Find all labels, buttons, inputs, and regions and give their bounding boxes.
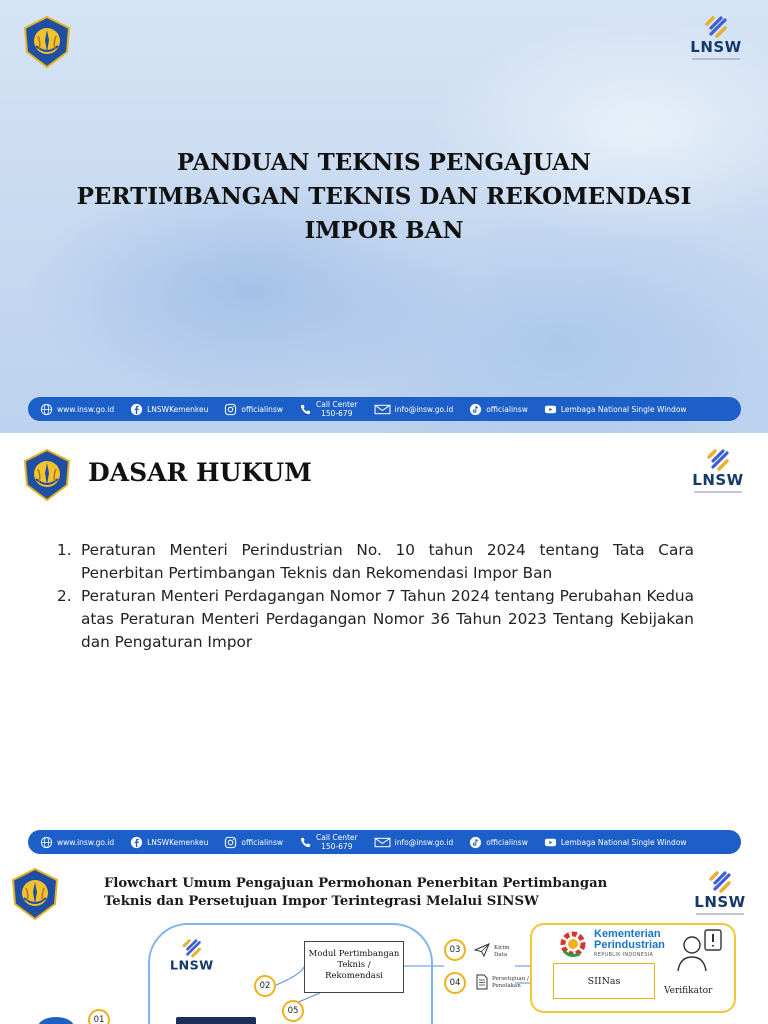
kemenperin-name-line-2: Perindustrian <box>594 939 665 951</box>
lnsw-mark-icon <box>703 16 729 38</box>
step-02: 02 <box>254 975 276 997</box>
step-04-label <box>492 976 529 990</box>
legal-basis-slide <box>0 433 768 863</box>
module-line-1: Modul Pertimbangan <box>308 949 400 959</box>
step-03: 03 <box>444 939 466 961</box>
step-04-label-line-2: Penolakan <box>492 983 521 989</box>
call-center-label: Call Center <box>315 400 358 409</box>
facebook-icon <box>130 836 143 849</box>
module-box[interactable] <box>304 941 404 993</box>
mail-icon <box>374 836 391 849</box>
youtube-link[interactable] <box>544 836 687 849</box>
kemenperin-name <box>594 929 665 951</box>
instagram-link[interactable] <box>224 403 283 416</box>
flowchart-title-line-1: Flowchart Umum Pengajuan Permohonan Penerbitan Pertimbangan <box>104 876 608 891</box>
website-text: www.insw.go.id <box>57 404 115 414</box>
contact-bar <box>28 397 741 421</box>
phone-icon <box>299 836 312 849</box>
list-item-number: 1. <box>57 541 72 559</box>
lnsw-mark-icon <box>181 939 203 958</box>
kemenkeu-emblem-icon <box>22 449 72 501</box>
phone-icon <box>299 403 312 416</box>
siinas-box[interactable]: SIINas <box>553 963 655 999</box>
email-text: info@insw.go.id <box>394 837 454 847</box>
module-line-3: Rekomendasi <box>325 971 383 981</box>
flowchart-title-line-2: Teknis dan Persetujuan Impor Terintegrasi Melalui SINSW <box>104 894 539 909</box>
youtube-icon <box>544 836 557 849</box>
lnsw-wordmark: LNSW <box>694 893 746 911</box>
step-01: 01 <box>88 1009 110 1024</box>
step-05: 05 <box>282 1000 304 1022</box>
lnsw-mark-icon <box>705 449 731 471</box>
youtube-link[interactable] <box>544 403 687 416</box>
cover-title-line-2: PERTIMBANGAN TEKNIS DAN REKOMENDASI <box>76 183 692 210</box>
contact-bar <box>28 830 741 854</box>
list-item <box>57 539 694 585</box>
lnsw-logo <box>688 16 744 66</box>
module-line-2: Teknis / <box>337 960 371 970</box>
tiktok-text: officialinsw <box>486 837 528 847</box>
website-text: www.insw.go.id <box>57 837 115 847</box>
mail-icon <box>374 403 391 416</box>
lnsw-tagline-line <box>692 58 740 60</box>
kemenperin-subtitle: REPUBLIK INDONESIA <box>594 952 654 958</box>
youtube-text: Lembaga National Single Window <box>560 404 687 414</box>
list-item <box>57 585 694 654</box>
facebook-link[interactable] <box>130 403 208 416</box>
list-item-text: Peraturan Menteri Perdagangan Nomor 7 Tahun 2024 tentang Perubahan Kedua atas Peraturan Menteri Perdagangan Nomor 36 Tahun 2023 Tentang Kebijakan dan Pengaturan Impor <box>81 587 694 651</box>
facebook-icon <box>130 403 143 416</box>
lnsw-wordmark: LNSW <box>692 471 744 489</box>
globe-icon <box>40 403 53 416</box>
facebook-text: LNSWKemenkeu <box>147 837 209 847</box>
email-text: info@insw.go.id <box>394 404 454 414</box>
kemenperin-name-line-1: Kementerian <box>594 928 661 940</box>
call-center-number: 150-679 <box>321 409 353 418</box>
list-item-number: 2. <box>57 587 72 605</box>
globe-icon <box>40 836 53 849</box>
instagram-link[interactable] <box>224 836 283 849</box>
instagram-icon <box>224 836 237 849</box>
tiktok-icon <box>469 403 482 416</box>
call-center[interactable] <box>299 400 358 418</box>
facebook-text: LNSWKemenkeu <box>147 404 209 414</box>
lnsw-tagline-line <box>694 491 742 493</box>
list-item-text: Peraturan Menteri Perindustrian No. 10 tahun 2024 tentang Tata Cara Penerbitan Pertimbangan Teknis dan Rekomendasi Impor Ban <box>81 541 694 582</box>
cover-title <box>60 146 708 248</box>
website-link[interactable] <box>40 403 114 416</box>
step-03-label-line-2: Data <box>494 952 508 958</box>
lnsw-wordmark: LNSW <box>169 957 214 973</box>
step-04-label-line-1: Persetujuan / <box>492 976 529 982</box>
page-title: DASAR HUKUM <box>88 458 312 487</box>
flowchart-slide <box>0 863 768 1024</box>
email-link[interactable] <box>374 403 454 416</box>
instagram-text: officialinsw <box>241 837 283 847</box>
lnsw-logo-small <box>168 939 216 982</box>
lnsw-logo <box>690 449 746 499</box>
cover-title-line-3: IMPOR BAN <box>304 217 464 244</box>
call-center[interactable] <box>299 833 358 851</box>
instagram-icon <box>224 403 237 416</box>
document-icon <box>476 974 488 990</box>
cover-slide <box>0 0 768 433</box>
call-center-label: Call Center <box>315 833 358 842</box>
tiktok-icon <box>469 836 482 849</box>
youtube-text: Lembaga National Single Window <box>560 837 687 847</box>
step-03-label <box>494 945 509 959</box>
device-screen <box>176 1017 256 1024</box>
tiktok-text: officialinsw <box>486 404 528 414</box>
call-center-number: 150-679 <box>321 842 353 851</box>
cover-title-line-1: PANDUAN TEKNIS PENGAJUAN <box>176 149 592 176</box>
kemenperin-gear-icon <box>556 927 590 961</box>
verifikator-person-icon <box>672 929 732 977</box>
verifikator-label: Verifikator <box>664 986 713 996</box>
tiktok-link[interactable] <box>469 836 528 849</box>
step-04: 04 <box>444 972 466 994</box>
youtube-icon <box>544 403 557 416</box>
instagram-text: officialinsw <box>241 404 283 414</box>
send-icon <box>474 943 490 957</box>
step-03-label-line-1: Kirim <box>494 945 510 951</box>
regulation-list <box>57 539 694 654</box>
tiktok-link[interactable] <box>469 403 528 416</box>
lnsw-wordmark: LNSW <box>690 38 742 56</box>
email-link[interactable] <box>374 836 454 849</box>
website-link[interactable] <box>40 836 114 849</box>
kemenkeu-emblem-icon <box>22 16 72 68</box>
facebook-link[interactable] <box>130 836 208 849</box>
